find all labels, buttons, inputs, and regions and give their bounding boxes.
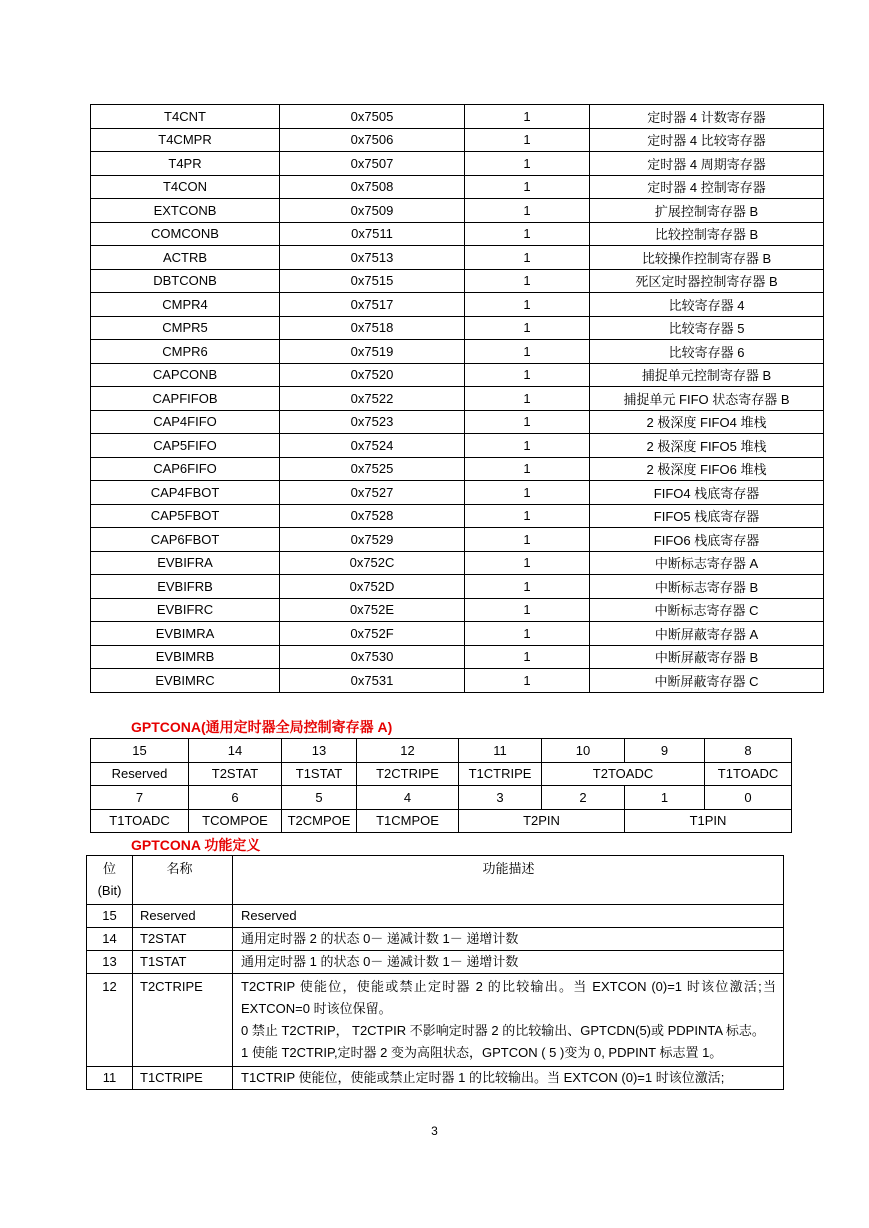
bit-cell: 15 bbox=[87, 905, 133, 928]
low-bit-fields-row bbox=[91, 809, 792, 833]
table-row bbox=[91, 128, 824, 152]
field-name-cell: T1CTRIPE bbox=[133, 1067, 233, 1090]
register-name-cell: DBTCONB bbox=[91, 269, 280, 293]
register-description-cell: 捕捉单元控制寄存器 B bbox=[590, 363, 824, 387]
register-size-cell: 1 bbox=[465, 457, 590, 481]
field-name-cell: T2CTRIPE bbox=[133, 974, 233, 1067]
register-description-cell: 中断屏蔽寄存器 C bbox=[590, 669, 824, 693]
table-row bbox=[91, 598, 824, 622]
bit-field: T2STAT bbox=[189, 762, 282, 786]
description-column-header: 功能描述 bbox=[233, 856, 784, 905]
register-size-cell: 1 bbox=[465, 551, 590, 575]
bit-number: 4 bbox=[357, 786, 459, 810]
bit-field: T1CMPOE bbox=[357, 809, 459, 833]
register-address-cell: 0x7531 bbox=[280, 669, 465, 693]
table-row bbox=[91, 246, 824, 270]
function-table-body bbox=[87, 905, 784, 1090]
register-size-cell: 1 bbox=[465, 504, 590, 528]
register-size-cell: 1 bbox=[465, 222, 590, 246]
table-row bbox=[91, 293, 824, 317]
table-row bbox=[91, 199, 824, 223]
register-description-cell: 扩展控制寄存器 B bbox=[590, 199, 824, 223]
table-row bbox=[91, 434, 824, 458]
register-size-cell: 1 bbox=[465, 575, 590, 599]
table-row bbox=[91, 410, 824, 434]
bit-column-header bbox=[87, 856, 133, 905]
register-address-cell: 0x7508 bbox=[280, 175, 465, 199]
register-name-cell: COMCONB bbox=[91, 222, 280, 246]
bit-number: 2 bbox=[542, 786, 625, 810]
table-row bbox=[87, 974, 784, 1067]
register-name-cell: CAP6FBOT bbox=[91, 528, 280, 552]
register-size-cell: 1 bbox=[465, 598, 590, 622]
register-name-cell: EVBIFRB bbox=[91, 575, 280, 599]
register-description-cell: 2 极深度 FIFO4 堆栈 bbox=[590, 410, 824, 434]
register-description-cell: 2 极深度 FIFO6 堆栈 bbox=[590, 457, 824, 481]
bit-field: T1TOADC bbox=[705, 762, 792, 786]
table-row bbox=[91, 669, 824, 693]
register-size-cell: 1 bbox=[465, 199, 590, 223]
description-line: 通用定时器 2 的状态 0－ 递减计数 1－ 递增计数 bbox=[241, 931, 519, 946]
register-name-cell: CAP5FBOT bbox=[91, 504, 280, 528]
register-name-cell: EVBIFRC bbox=[91, 598, 280, 622]
register-description-cell: 比较寄存器 5 bbox=[590, 316, 824, 340]
name-column-header: 名称 bbox=[133, 856, 233, 905]
table-row bbox=[91, 152, 824, 176]
register-address-cell: 0x752E bbox=[280, 598, 465, 622]
register-name-cell: CAP5FIFO bbox=[91, 434, 280, 458]
register-name-cell: EVBIMRB bbox=[91, 645, 280, 669]
register-size-cell: 1 bbox=[465, 481, 590, 505]
register-address-cell: 0x7520 bbox=[280, 363, 465, 387]
bit-number: 10 bbox=[542, 739, 625, 763]
register-description-cell: 中断标志寄存器 C bbox=[590, 598, 824, 622]
register-description-cell: 比较操作控制寄存器 B bbox=[590, 246, 824, 270]
table-row bbox=[91, 175, 824, 199]
table-row bbox=[91, 457, 824, 481]
register-address-cell: 0x752F bbox=[280, 622, 465, 646]
page-number: 3 bbox=[431, 1124, 438, 1138]
register-address-cell: 0x7530 bbox=[280, 645, 465, 669]
bit-header-sublabel: (Bit) bbox=[97, 883, 122, 898]
table-row bbox=[87, 905, 784, 928]
register-description-cell: 比较寄存器 6 bbox=[590, 340, 824, 364]
bit-number: 15 bbox=[91, 739, 189, 763]
register-name-cell: CMPR4 bbox=[91, 293, 280, 317]
register-address-table bbox=[90, 104, 824, 693]
register-name-cell: CAPCONB bbox=[91, 363, 280, 387]
table-row bbox=[91, 481, 824, 505]
register-name-cell: CAPFIFOB bbox=[91, 387, 280, 411]
bit-cell: 13 bbox=[87, 951, 133, 974]
bit-field: TCOMPOE bbox=[189, 809, 282, 833]
register-address-cell: 0x7513 bbox=[280, 246, 465, 270]
register-size-cell: 1 bbox=[465, 269, 590, 293]
register-description-cell: 捕捉单元 FIFO 状态寄存器 B bbox=[590, 387, 824, 411]
bit-number: 7 bbox=[91, 786, 189, 810]
bit-field: T2CTRIPE bbox=[357, 762, 459, 786]
register-description-cell: 比较寄存器 4 bbox=[590, 293, 824, 317]
register-address-cell: 0x7506 bbox=[280, 128, 465, 152]
table-row bbox=[87, 928, 784, 951]
description-line: 0 禁止 T2CTRIP， T2CTPIR 不影响定时器 2 的比较输出、GPTCDN(5)或 PDPINTA 标志。 bbox=[241, 1023, 765, 1038]
register-name-cell: ACTRB bbox=[91, 246, 280, 270]
table-row bbox=[91, 316, 824, 340]
bit-header-label: 位 bbox=[102, 861, 116, 876]
table-row bbox=[91, 363, 824, 387]
bit-field: T2TOADC bbox=[542, 762, 705, 786]
low-bit-numbers-row bbox=[91, 786, 792, 810]
bit-number: 5 bbox=[282, 786, 357, 810]
register-description-cell: 定时器 4 控制寄存器 bbox=[590, 175, 824, 199]
bit-field: T2CMPOE bbox=[282, 809, 357, 833]
field-name-cell: Reserved bbox=[133, 905, 233, 928]
description-line: T2CTRIP 使能位，使能或禁止定时器 2 的比较输出。当 EXTCON (0)=1 时该位激活;当 EXTCON=0 时该位保留。 bbox=[241, 979, 776, 1016]
high-bit-fields-row bbox=[91, 762, 792, 786]
register-size-cell: 1 bbox=[465, 669, 590, 693]
register-name-cell: CMPR5 bbox=[91, 316, 280, 340]
register-description-cell: 定时器 4 周期寄存器 bbox=[590, 152, 824, 176]
description-line: Reserved bbox=[241, 908, 297, 923]
register-address-cell: 0x7518 bbox=[280, 316, 465, 340]
register-address-cell: 0x7528 bbox=[280, 504, 465, 528]
register-address-cell: 0x7507 bbox=[280, 152, 465, 176]
register-address-cell: 0x752C bbox=[280, 551, 465, 575]
register-size-cell: 1 bbox=[465, 410, 590, 434]
register-size-cell: 1 bbox=[465, 175, 590, 199]
table-row bbox=[91, 105, 824, 129]
register-table-body bbox=[91, 105, 824, 693]
bit-number: 13 bbox=[282, 739, 357, 763]
description-cell bbox=[233, 951, 784, 974]
bit-cell: 11 bbox=[87, 1067, 133, 1090]
bit-number: 6 bbox=[189, 786, 282, 810]
register-address-cell: 0x7517 bbox=[280, 293, 465, 317]
register-name-cell: EVBIMRC bbox=[91, 669, 280, 693]
bit-number: 14 bbox=[189, 739, 282, 763]
register-size-cell: 1 bbox=[465, 128, 590, 152]
description-line: 通用定时器 1 的状态 0－ 递减计数 1－ 递增计数 bbox=[241, 954, 519, 969]
table-row bbox=[87, 1067, 784, 1090]
register-description-cell: 中断标志寄存器 A bbox=[590, 551, 824, 575]
register-address-cell: 0x7519 bbox=[280, 340, 465, 364]
function-definition-title: GPTCONA 功能定义 bbox=[131, 837, 261, 853]
table-row bbox=[91, 269, 824, 293]
register-address-cell: 0x7523 bbox=[280, 410, 465, 434]
register-name-cell: T4CMPR bbox=[91, 128, 280, 152]
register-address-cell: 0x7529 bbox=[280, 528, 465, 552]
register-name-cell: EXTCONB bbox=[91, 199, 280, 223]
bit-number: 8 bbox=[705, 739, 792, 763]
bit-field: Reserved bbox=[91, 762, 189, 786]
register-description-cell: 中断标志寄存器 B bbox=[590, 575, 824, 599]
register-description-cell: 2 极深度 FIFO5 堆栈 bbox=[590, 434, 824, 458]
gptcona-bit-layout-table bbox=[90, 738, 792, 833]
bit-number: 1 bbox=[625, 786, 705, 810]
register-description-cell: FIFO4 栈底寄存器 bbox=[590, 481, 824, 505]
register-size-cell: 1 bbox=[465, 645, 590, 669]
bit-field: T1PIN bbox=[625, 809, 792, 833]
register-address-cell: 0x7511 bbox=[280, 222, 465, 246]
field-name-cell: T1STAT bbox=[133, 951, 233, 974]
field-name-cell: T2STAT bbox=[133, 928, 233, 951]
table-row bbox=[91, 340, 824, 364]
description-cell bbox=[233, 905, 784, 928]
bit-field: T1CTRIPE bbox=[459, 762, 542, 786]
description-cell bbox=[233, 928, 784, 951]
register-size-cell: 1 bbox=[465, 105, 590, 129]
bit-cell: 12 bbox=[87, 974, 133, 1067]
register-description-cell: 死区定时器控制寄存器 B bbox=[590, 269, 824, 293]
register-address-cell: 0x7522 bbox=[280, 387, 465, 411]
register-address-cell: 0x7505 bbox=[280, 105, 465, 129]
register-address-cell: 0x7525 bbox=[280, 457, 465, 481]
description-line: T1CTRIP 使能位，使能或禁止定时器 1 的比较输出。当 EXTCON (0)=1 时该位激活; bbox=[241, 1070, 725, 1085]
register-description-cell: 定时器 4 计数寄存器 bbox=[590, 105, 824, 129]
table-row bbox=[91, 551, 824, 575]
bit-number: 12 bbox=[357, 739, 459, 763]
register-size-cell: 1 bbox=[465, 316, 590, 340]
register-size-cell: 1 bbox=[465, 152, 590, 176]
table-row bbox=[87, 951, 784, 974]
register-address-cell: 0x7527 bbox=[280, 481, 465, 505]
register-address-cell: 0x7515 bbox=[280, 269, 465, 293]
register-name-cell: CMPR6 bbox=[91, 340, 280, 364]
register-name-cell: T4CNT bbox=[91, 105, 280, 129]
register-name-cell: CAP4FBOT bbox=[91, 481, 280, 505]
register-size-cell: 1 bbox=[465, 293, 590, 317]
function-table-header bbox=[87, 856, 784, 905]
table-row bbox=[91, 222, 824, 246]
table-row bbox=[91, 575, 824, 599]
register-size-cell: 1 bbox=[465, 622, 590, 646]
bit-number: 3 bbox=[459, 786, 542, 810]
register-address-cell: 0x752D bbox=[280, 575, 465, 599]
register-size-cell: 1 bbox=[465, 434, 590, 458]
register-size-cell: 1 bbox=[465, 363, 590, 387]
bit-field: T1TOADC bbox=[91, 809, 189, 833]
bit-number: 11 bbox=[459, 739, 542, 763]
register-name-cell: EVBIFRA bbox=[91, 551, 280, 575]
register-name-cell: CAP6FIFO bbox=[91, 457, 280, 481]
register-size-cell: 1 bbox=[465, 528, 590, 552]
register-description-cell: 中断屏蔽寄存器 A bbox=[590, 622, 824, 646]
register-size-cell: 1 bbox=[465, 387, 590, 411]
register-size-cell: 1 bbox=[465, 340, 590, 364]
register-description-cell: 比较控制寄存器 B bbox=[590, 222, 824, 246]
gptcona-section-title: GPTCONA(通用定时器全局控制寄存器 A) bbox=[131, 719, 393, 735]
table-row bbox=[91, 387, 824, 411]
register-name-cell: T4CON bbox=[91, 175, 280, 199]
register-name-cell: EVBIMRA bbox=[91, 622, 280, 646]
table-row bbox=[91, 504, 824, 528]
register-description-cell: 中断屏蔽寄存器 B bbox=[590, 645, 824, 669]
register-description-cell: FIFO6 栈底寄存器 bbox=[590, 528, 824, 552]
bit-number: 0 bbox=[705, 786, 792, 810]
register-name-cell: T4PR bbox=[91, 152, 280, 176]
table-row bbox=[91, 622, 824, 646]
register-address-cell: 0x7524 bbox=[280, 434, 465, 458]
bit-number: 9 bbox=[625, 739, 705, 763]
description-line: 1 使能 T2CTRIP,定时器 2 变为高阻状态，GPTCON ( 5 )变为 0, PDPINT 标志置 1。 bbox=[241, 1045, 723, 1060]
table-row bbox=[91, 528, 824, 552]
function-definition-table bbox=[86, 855, 784, 1090]
register-description-cell: 定时器 4 比较寄存器 bbox=[590, 128, 824, 152]
register-size-cell: 1 bbox=[465, 246, 590, 270]
register-description-cell: FIFO5 栈底寄存器 bbox=[590, 504, 824, 528]
high-bit-numbers-row bbox=[91, 739, 792, 763]
bit-field: T1STAT bbox=[282, 762, 357, 786]
register-name-cell: CAP4FIFO bbox=[91, 410, 280, 434]
bit-field: T2PIN bbox=[459, 809, 625, 833]
description-cell bbox=[233, 974, 784, 1067]
register-address-cell: 0x7509 bbox=[280, 199, 465, 223]
table-row bbox=[91, 645, 824, 669]
description-cell bbox=[233, 1067, 784, 1090]
bit-cell: 14 bbox=[87, 928, 133, 951]
